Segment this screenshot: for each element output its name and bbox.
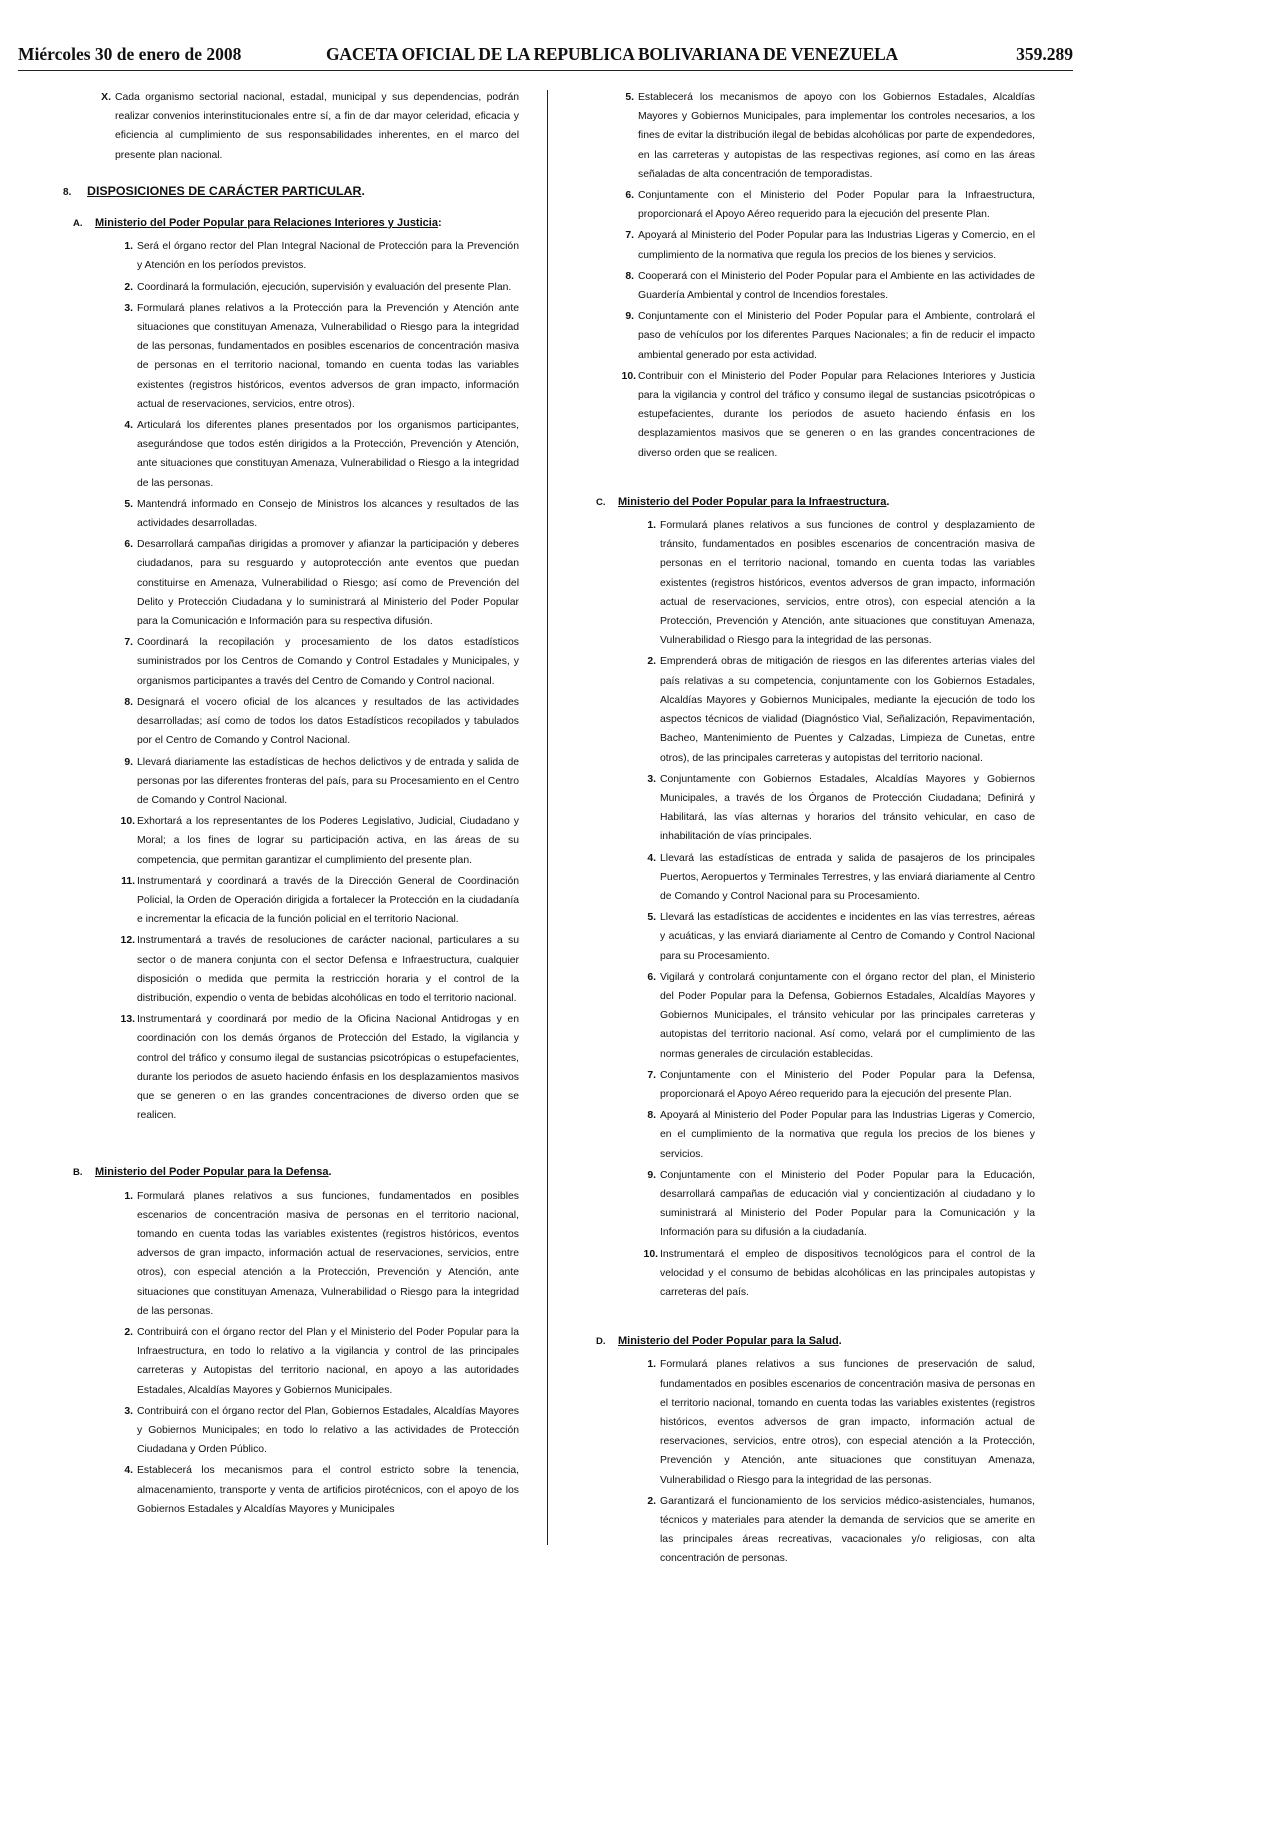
item-text: Mantendrá informado en Consejo de Ministros los alcances y resultados de las actividades desarrolladas. [137, 498, 519, 530]
subsection-b-list [109, 1187, 519, 1519]
list-item [632, 1492, 1035, 1569]
item-text: Garantizará el funcionamiento de los servicios médico-asistenciales, humanos, técnicos y materiales para atender la demanda de servicios que se amerite en las principales áreas recreativas, vacacionales y/o religiosas, con alta concentración de personas. [660, 1495, 1035, 1565]
item-number: 11. [121, 875, 135, 887]
header-date: Miércoles 30 de enero de 2008 [18, 44, 242, 64]
subsection-title-suffix: : [437, 217, 442, 230]
subsection-title: Ministerio del Poder Popular para Relaciones Interiores y Justicia [95, 217, 438, 230]
item-text: Apoyará al Ministerio del Poder Popular para las Industrias Ligeras y Comercio, en el cumplimiento de la normativa que regula los precios de los bienes y servicios. [660, 1110, 1035, 1160]
item-text: Contribuir con el Ministerio del Poder Popular para Relaciones Interiores y Justicia para la vigilancia y control del tráfico y consumo ilegal de sustancias psicotrópicas o estupefacientes, durante los periodos de asueto haciendo énfasis en los desplazamientos masivos que se generen o en las grandes concentraciones de diverso orden que se realicen. [638, 370, 1035, 459]
item-text: Conjuntamente con el Ministerio del Poder Popular para la Defensa, proporcionará el Apoyo Aéreo requerido para la ejecución del presente Plan. [660, 1069, 1035, 1100]
section-heading [63, 182, 519, 202]
item-text: Establecerá los mecanismos para el control estricto sobre la tenencia, almacenamiento, transporte y venta de artificios pirotécnicos, con el apoyo de los Gobiernos Estadales y Alcaldías Mayores y Municipales [137, 1465, 519, 1515]
item-number: 8. [647, 1110, 656, 1122]
item-number: 6. [124, 539, 133, 551]
list-item [632, 1066, 1035, 1104]
list-item [632, 652, 1035, 767]
item-text: Conjuntamente con Gobiernos Estadales, Alcaldías Mayores y Gobiernos Municipales, a través de los Órganos de Protección Ciudadana; Definirá y Habilitará, las vías alternas y horarios del tránsito vehicular, en caso de inhabilitación de vías principales. [660, 773, 1035, 843]
list-item [109, 1187, 519, 1321]
item-number: 1. [124, 1190, 133, 1202]
list-item [109, 495, 519, 533]
list-item [632, 770, 1035, 847]
item-number: 9. [625, 311, 634, 323]
subsection-title: Ministerio del Poder Popular para la Infraestructura [618, 495, 887, 508]
column-divider [547, 90, 548, 1545]
spacer [610, 465, 1035, 487]
item-text: Emprenderá obras de mitigación de riesgos en las diferentes arterias viales del país relativas a su competencia, conjuntamente con los Gobiernos Estadales, Alcaldías Mayores y Gobiernos Municipales, mediante la ejecución de todo los aspectos técnicos de vialidad (Diagnóstico Vial, Señalización, Repavimentación, Bacheo, Mantenimiento de Puentes y Calzadas, Limpieza de Cunetas, entre otros), de las principales carreteras y autopistas del territorio nacional. [660, 656, 1035, 764]
list-item [109, 1010, 519, 1125]
subsection-heading-a [73, 214, 519, 233]
subsection-title-suffix: . [838, 1335, 842, 1348]
item-number: 8. [124, 696, 133, 708]
item-text: Formulará planes relativos a sus funciones de preservación de salud, fundamentados en posibles escenarios de concentración masiva de personas en el territorio nacional, tomando en cuenta todas las variables existentes (registros históricos, eventos adversos de gran impacto, información actual de reservaciones, servicios, entre otros), con especial atención a la Protección, Prevención y Atención, ante situaciones que constituyan Amenaza, Vulnerabilidad o Riesgo para la integridad de las personas. [660, 1359, 1035, 1486]
item-number: 10. [120, 816, 135, 828]
item-number: 9. [124, 756, 133, 768]
list-item [632, 1106, 1035, 1164]
list-item [109, 931, 519, 1008]
item-number: 2. [647, 1495, 656, 1507]
item-number: 7. [625, 230, 634, 242]
item-number: X. [101, 92, 111, 103]
subsection-heading-b [73, 1163, 519, 1182]
subsection-heading-c [596, 493, 1035, 512]
left-column [63, 88, 519, 1521]
item-number: 10. [643, 1248, 658, 1260]
list-item [632, 1166, 1035, 1243]
item-number: 1. [647, 1359, 656, 1371]
item-text: Contribuirá con el órgano rector del Plan, Gobiernos Estadales, Alcaldías Mayores y Gobiernos Municipales; en todo lo relativo a las actividades de Protección Ciudadana y Orden Público. [137, 1405, 519, 1456]
subsection-d-list [632, 1355, 1035, 1568]
list-item [632, 516, 1035, 650]
list-item [109, 278, 519, 297]
subsection-letter: D. [596, 1336, 606, 1348]
item-text: Conjuntamente con el Ministerio del Poder Popular para la Educación, desarrollará campañas de educación vial y concientización al ciudadano y lo suministrará al Ministerio del Poder Popular para la Comunicación y la Información para su difusión a la ciudadanía. [660, 1169, 1035, 1239]
list-item [610, 367, 1035, 463]
list-item [109, 1461, 519, 1519]
item-number: 2. [124, 1326, 133, 1338]
item-text: Instrumentará el empleo de dispositivos tecnológicos para el control de la velocidad y el consumo de bebidas alcohólicas en las principales autopistas y carreteras del país. [660, 1248, 1035, 1298]
item-text: Llevará diariamente las estadísticas de hechos delictivos y de entrada y salida de personas por las diferentes fronteras del país, para su Procesamiento en el Centro de Comando y Control Nacional. [137, 756, 519, 806]
item-text: Desarrollará campañas dirigidas a promover y afianzar la participación y deberes ciudadanos, para su resguardo y autoprotección ante eventos que puedan constituirse en Amenaza, Vulnerabilidad o Riesgo; así como de Prevención del Delito y Protección Ciudadana y lo suministrará al Ministerio del Poder Popular para la Comunicación e Información para su respectiva difusión. [137, 539, 519, 628]
item-number: 4. [647, 852, 656, 864]
list-item [610, 186, 1035, 224]
page-header [18, 40, 1073, 74]
item-number: 4. [124, 1465, 133, 1477]
list-item [632, 849, 1035, 907]
header-rule [18, 70, 1073, 71]
list-item [109, 753, 519, 811]
item-number: 8. [625, 270, 634, 282]
section-title: DISPOSICIONES DE CARÁCTER PARTICULAR [87, 183, 362, 198]
list-item [610, 88, 1035, 184]
item-text: Instrumentará y coordinará a través de la Dirección General de Coordinación Policial, la Orden de Operación dirigida a fortalecer la Protección en la ciudadanía e incrementar la eficacia de la función policial en el territorio Nacional. [137, 875, 519, 926]
item-text: Articulará los diferentes planes presentados por los organismos participantes, asegurándose que todos estén dirigidos a la Protección, Prevención y Atención, ante situaciones que constituyan Amenaza, Vulnerabilidad o Riesgo a la integridad de las personas. [137, 420, 519, 489]
list-item [109, 812, 519, 870]
item-number: 1. [124, 241, 133, 253]
subsection-title-suffix: . [328, 1166, 332, 1179]
item-number: 7. [647, 1069, 656, 1081]
item-number: 10. [621, 370, 636, 382]
item-number: 5. [647, 912, 656, 924]
list-item [109, 237, 519, 275]
item-number: 3. [124, 1405, 133, 1417]
list-item [109, 1323, 519, 1400]
section-number: 8. [63, 186, 72, 198]
item-number: 12. [120, 935, 135, 947]
subsection-letter: C. [596, 496, 606, 508]
list-item [632, 908, 1035, 966]
item-number: 6. [647, 971, 656, 983]
item-text: Coordinará la recopilación y procesamiento de los datos estadísticos suministrados por los Centros de Comando y Control Estadales y Municipales, y organismos participantes a través del Centro de Comando y Control nacional. [137, 637, 519, 687]
list-item [109, 1402, 519, 1460]
item-text: Coordinará la formulación, ejecución, supervisión y evaluación del presente Plan. [137, 281, 512, 293]
header-title: GACETA OFICIAL DE LA REPUBLICA BOLIVARIANA DE VENEZUELA [326, 44, 898, 64]
spacer [87, 1127, 519, 1157]
item-text: Conjuntamente con el Ministerio del Poder Popular para el Ambiente, controlará el paso de vehículos por los diferentes Parques Nacionales; a fin de reducir el impacto ambiental generado por esta actividad. [638, 311, 1035, 361]
subsection-b-continued-list [610, 88, 1035, 463]
item-text: Llevará las estadísticas de entrada y salida de pasajeros de los principales Puertos, Aeropuertos y Terminales Terrestres, y las enviará diariamente al Centro de Comando y Control Nacional para su Procesamiento. [660, 852, 1035, 902]
list-item [632, 1355, 1035, 1489]
list-item [109, 299, 519, 414]
list-item [109, 872, 519, 930]
list-item [109, 535, 519, 631]
subsection-heading-d [596, 1332, 1035, 1351]
subsection-letter: B. [73, 1167, 83, 1179]
list-item [632, 1245, 1035, 1303]
item-text: Cooperará con el Ministerio del Poder Popular para el Ambiente en las actividades de Guardería Ambiental y control de Incendios forestales. [638, 270, 1035, 302]
subsection-title: Ministerio del Poder Popular para la Defensa [95, 1166, 329, 1179]
item-number: 13. [120, 1014, 135, 1026]
item-text: Será el órgano rector del Plan Integral Nacional de Protección para la Prevención y Atención en los períodos previstos. [137, 241, 519, 272]
right-column [596, 88, 1035, 1571]
subsection-letter: A. [73, 218, 83, 230]
subsection-a-list [109, 237, 519, 1125]
subsection-title: Ministerio del Poder Popular para la Salud [618, 1335, 839, 1348]
item-number: 5. [124, 498, 133, 510]
item-number: 1. [647, 520, 656, 532]
item-text: Instrumentará y coordinará por medio de la Oficina Nacional Antidrogas y en coordinación con los demás órganos de Protección del Estado, la vigilancia y control del tráfico y consumo ilegal de sustancias psicotrópicas o estupefacientes, durante los periodos de asueto haciendo énfasis en los desplazamientos masivos que se generen o en las grandes concentraciones de diverso orden que se realicen. [137, 1014, 519, 1122]
header-page-number: 359.289 [1016, 44, 1073, 64]
item-text: Designará el vocero oficial de los alcances y resultados de las actividades desarrolladas; así como de todos los datos Estadísticos recopilados y tabulados por el Centro de Comando y Control Nacional. [137, 696, 519, 747]
list-item [109, 633, 519, 691]
item-text: Contribuirá con el órgano rector del Plan y el Ministerio del Poder Popular para la Infraestructura, en todo lo relativo a la vigilancia y control de las principales carreteras y Autopistas del territorio nacional, en apoyo a las autoridades Estadales, Alcaldías Mayores y Gobiernos Municipales. [137, 1326, 519, 1396]
item-number: 2. [647, 656, 656, 668]
item-text: Apoyará al Ministerio del Poder Popular para las Industrias Ligeras y Comercio, en el cumplimiento de la normativa que regula los precios de los bienes y servicios. [638, 230, 1035, 261]
subsection-c-list [632, 516, 1035, 1302]
subsection-title-suffix: . [886, 495, 890, 508]
list-item [610, 267, 1035, 305]
item-text: Establecerá los mecanismos de apoyo con los Gobiernos Estadales, Alcaldías Mayores y Gobiernos Municipales, para implementar los controles necesarios, a los fines de evitar la distribución ilegal de bebidas alcohólicas por parte de expendedores, en las carreteras y autopistas de las respectivas regiones, así como en las áreas señaladas de alta concentración de temporadistas. [638, 92, 1035, 180]
item-number: 9. [647, 1169, 656, 1181]
intro-item [87, 88, 519, 165]
item-number: 3. [647, 773, 656, 785]
item-number: 2. [124, 281, 133, 293]
item-text: Formulará planes relativos a la Protección para la Prevención y Atención ante situaciones que constituyan Amenaza, Vulnerabilidad o Riesgo para la integridad de las personas, fundamentados en posibles escenarios de concentración masiva de personas en el territorio nacional, tomando en cuenta todas las variables existentes (registros históricos, eventos adversos de gran impacto, información actual de reservaciones, servicios, entre otros). [137, 302, 519, 410]
item-number: 7. [124, 637, 133, 649]
item-text: Formulará planes relativos a sus funciones de control y desplazamiento de tránsito, fundamentados en posibles escenarios de concentración masiva de personas en el territorio nacional, tomando en cuenta todas las variables existentes (registros históricos, eventos adversos de gran impacto, información actual de reservaciones, servicios, entre otros), con especial atención a la Protección, Prevención y Atención, ante situaciones que constituyan Amenaza, Vulnerabilidad o Riesgo para la integridad de las personas. [660, 520, 1035, 647]
item-text: Formulará planes relativos a sus funciones, fundamentados en posibles escenarios de concentración masiva de personas en el territorio nacional, tomando en cuenta todas las variables existentes (registros históricos, eventos adversos de gran impacto, información actual de reservaciones, servicios, entre otros), con especial atención a la Protección, Prevención y Atención, ante situaciones que constituyan Amenaza, Vulnerabilidad o Riesgo para la integridad de las personas. [137, 1190, 519, 1317]
item-text: Cada organismo sectorial nacional, estadal, municipal y sus dependencias, podrán realizar convenios interinstitucionales entre sí, a fin de dar mayor celeridad, eficacia y eficiencia al cumplimiento de sus responsabilidades inherentes, en el marco del presente plan nacional. [115, 92, 519, 161]
item-number: 4. [124, 420, 133, 432]
item-text: Vigilará y controlará conjuntamente con el órgano rector del plan, el Ministerio del Poder Popular para la Defensa, Gobiernos Estadales, Alcaldías Mayores y Gobiernos Municipales, el tránsito vehicular por las principales carreteras y autopistas del territorio nacional. Así como, velará por el cumplimiento de las normas generales de circulación establecidas. [660, 971, 1035, 1060]
item-number: 3. [124, 302, 133, 314]
list-item [610, 307, 1035, 365]
item-text: Exhortará a los representantes de los Poderes Legislativo, Judicial, Ciudadano y Moral; a los fines de lograr su participación activa, en las áreas de su competencia, que permitan garantizar el cumplimiento del presente plan. [137, 816, 519, 866]
item-text: Llevará las estadísticas de accidentes e incidentes en las vías terrestres, aéreas y acuáticas, y las enviará diariamente al Centro de Comando y Control Nacional para su Procesamiento. [660, 912, 1035, 962]
item-text: Instrumentará a través de resoluciones de carácter nacional, particulares a su sector o de manera conjunta con el sector Defensa e Infraestructura, cualquier disposición o medida que permita la restricción horaria y el control de la distribución, expendio o venta de bebidas alcohólicas en todo el territorio nacional. [137, 935, 519, 1004]
section-title-suffix: . [361, 183, 365, 198]
list-item [610, 226, 1035, 264]
list-item [109, 693, 519, 751]
item-text: Conjuntamente con el Ministerio del Poder Popular para la Infraestructura, proporcionará el Apoyo Aéreo requerido para la ejecución del presente Plan. [638, 190, 1035, 221]
list-item [632, 968, 1035, 1064]
item-number: 6. [625, 190, 634, 202]
list-item [109, 416, 519, 493]
spacer [610, 1304, 1035, 1326]
item-number: 5. [625, 92, 634, 103]
